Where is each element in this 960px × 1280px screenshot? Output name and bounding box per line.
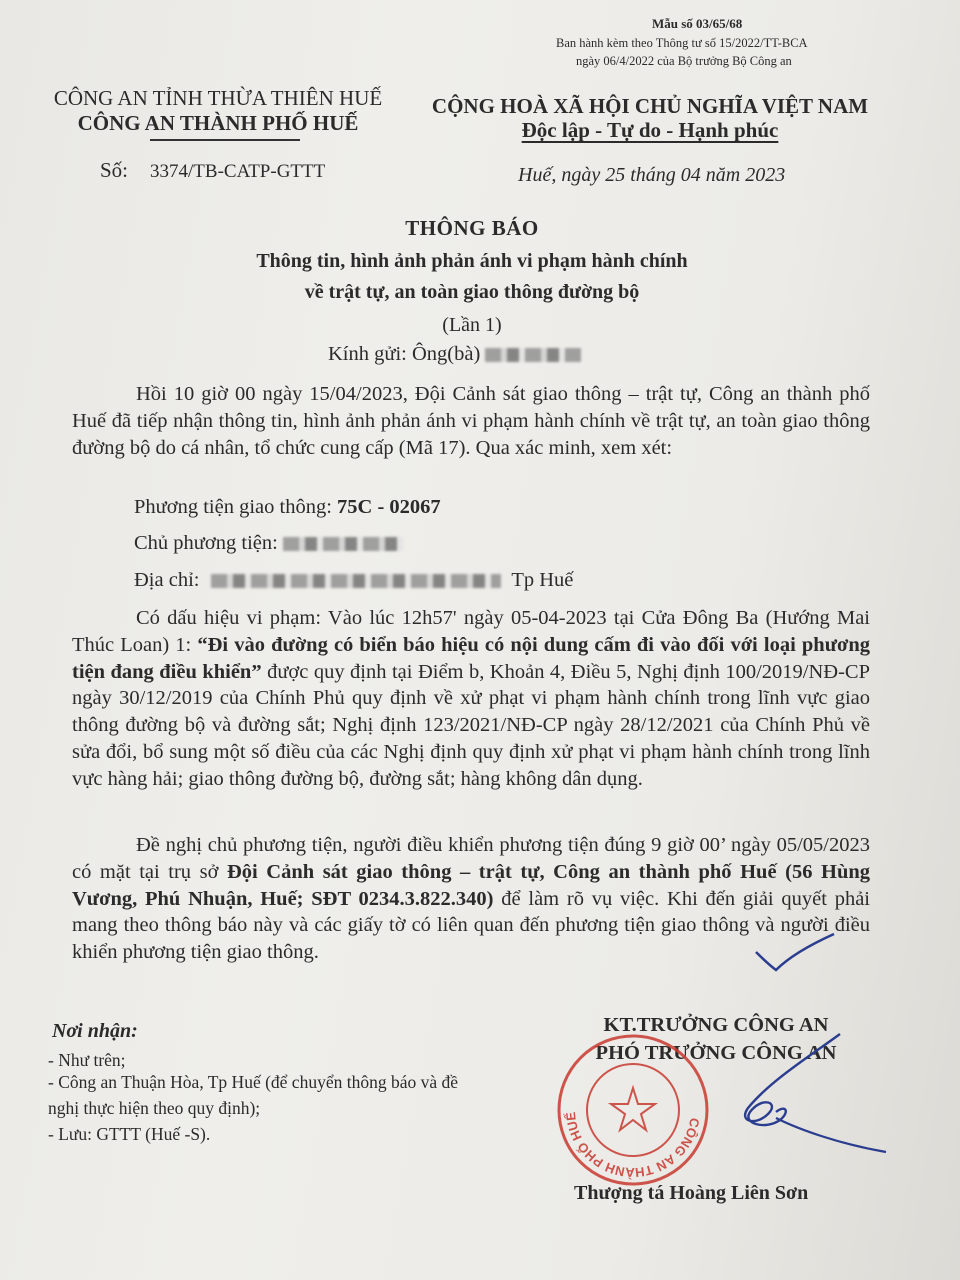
address-line xyxy=(134,569,573,592)
doc-subtitle-line1: Thông tin, hình ảnh phản ánh vi phạm hành chính xyxy=(256,250,688,272)
paragraph-intro-text: Hồi 10 giờ 00 ngày 15/04/2023, Đội Cảnh sát giao thông – trật tự, Công an thành phố Huế đã tiếp nhận thông tin, hình ảnh phản ánh vi phạm hành chính về trật tự, an toàn giao thông đường bộ do cá nhân, tổ chức cung cấp (Mã 17). Qua xác minh, xem xét: xyxy=(72,383,870,459)
recipient-item-2: - Công an Thuận Hòa, Tp Huế (để chuyển thông báo và đề nghị thực hiện theo quy định); xyxy=(48,1072,459,1118)
signature-title-line2: PHÓ TRƯỞNG CÔNG AN xyxy=(595,1042,837,1064)
redacted-recipient-name xyxy=(485,348,581,362)
seal-text: CÔNG AN THÀNH PHỐ HUẾ xyxy=(562,1111,703,1181)
signature-title-line1: KT.TRƯỞNG CÔNG AN xyxy=(603,1014,829,1036)
request-text-b: để làm rõ vụ việc. Khi đến giải quyết phải mang theo thông báo này và các giấy tờ có liên quan đến phương tiện giao thông và người điều khiển phương tiện giao thông. xyxy=(72,887,870,964)
doc-number xyxy=(100,158,325,183)
country-line1: CỘNG HOÀ XÃ HỘI CHỦ NGHĨA VIỆT NAM xyxy=(431,94,869,118)
agency-underline xyxy=(150,139,300,141)
recipients-title: Nơi nhận: xyxy=(52,1020,138,1042)
form-note-line2: ngày 06/4/2022 của Bộ trưởng Bộ Công an xyxy=(576,54,792,68)
agency-line2: CÔNG AN THÀNH PHỐ HUẾ xyxy=(77,111,359,135)
official-seal-icon xyxy=(553,1030,713,1190)
doc-times: (Lần 1) xyxy=(442,314,502,336)
violation-text-bold: “Đi vào đường có biển báo hiệu có nội dung cấm đi vào đối với loại phương tiện đang điều khiển” xyxy=(72,633,870,683)
address-city: Tp Huế xyxy=(511,569,574,591)
doc-number-value: 3374/TB-CATP-GTTT xyxy=(150,161,326,182)
handwritten-signature-icon xyxy=(690,1026,890,1176)
violation-text-b: được quy định tại Điểm b, Khoản 4, Điều 5, Nghị định 100/2019/NĐ-CP ngày 30/12/2019 của Chính Phủ quy định về xử phạt vi phạm hành chính trong lĩnh vực giao thông đường bộ và đường sắt; Nghị định 123/2021/NĐ-CP ngày 28/12/2021 của Chính Phủ về sửa đổi, bổ sung một số điều của các Nghị định quy định xử phạt vi phạm hành chính trong lĩnh vực hàng hải; giao thông đường bộ, đường sắt; hàng không dân dụng. xyxy=(72,660,870,790)
doc-number-label: Số: xyxy=(100,158,129,182)
recipient-item-1: - Như trên; xyxy=(48,1050,126,1070)
signer-name: Thượng tá Hoàng Liên Sơn xyxy=(574,1182,809,1204)
doc-title: THÔNG BÁO xyxy=(405,216,539,240)
request-text-a: Đề nghị chủ phương tiện, người điều khiển phương tiện đúng 9 giờ 00’ ngày 05/05/2023 có mặt tại trụ sở xyxy=(72,834,870,883)
recipient-label: Kính gửi: Ông(bà) xyxy=(328,343,481,365)
violation-text-a: Có dấu hiệu vi phạm: Vào lúc 12h57' ngày 05-04-2023 tại Cửa Đông Ba (Hướng Mai Thúc Loan) 1: xyxy=(72,607,870,656)
redacted-owner-name xyxy=(283,537,403,551)
owner-label: Chủ phương tiện: xyxy=(134,532,278,554)
form-code: Mẫu số 03/65/68 xyxy=(652,16,743,31)
owner-line xyxy=(134,532,403,555)
agency-line1: CÔNG AN TỈNH THỪA THIÊN HUẾ xyxy=(53,86,383,110)
doc-subtitle-line2: về trật tự, an toàn giao thông đường bộ xyxy=(304,281,640,303)
vehicle-label: Phương tiện giao thông: xyxy=(134,496,332,518)
doc-date: Huế, ngày 25 tháng 04 năm 2023 xyxy=(518,164,786,186)
paragraph-intro xyxy=(72,381,870,461)
paragraph-violation xyxy=(72,605,870,793)
recipient-item-3: - Lưu: GTTT (Huế -S). xyxy=(48,1124,211,1144)
request-text-bold: Đội Cảnh sát giao thông – trật tự, Công an thành phố Huế (56 Hùng Vương, Phú Nhuận, Huế; SĐT 0234.3.822.340) xyxy=(72,860,870,910)
vehicle-line xyxy=(134,496,441,519)
form-note-line1: Ban hành kèm theo Thông tư số 15/2022/TT-BCA xyxy=(556,36,808,50)
address-label: Địa chỉ: xyxy=(134,569,200,591)
redacted-address xyxy=(211,574,501,588)
checkmark-icon xyxy=(750,930,840,975)
vehicle-plate: 75C - 02067 xyxy=(337,496,441,518)
recipient-line xyxy=(328,343,581,366)
country-motto: Độc lập - Tự do - Hạnh phúc xyxy=(521,118,779,142)
